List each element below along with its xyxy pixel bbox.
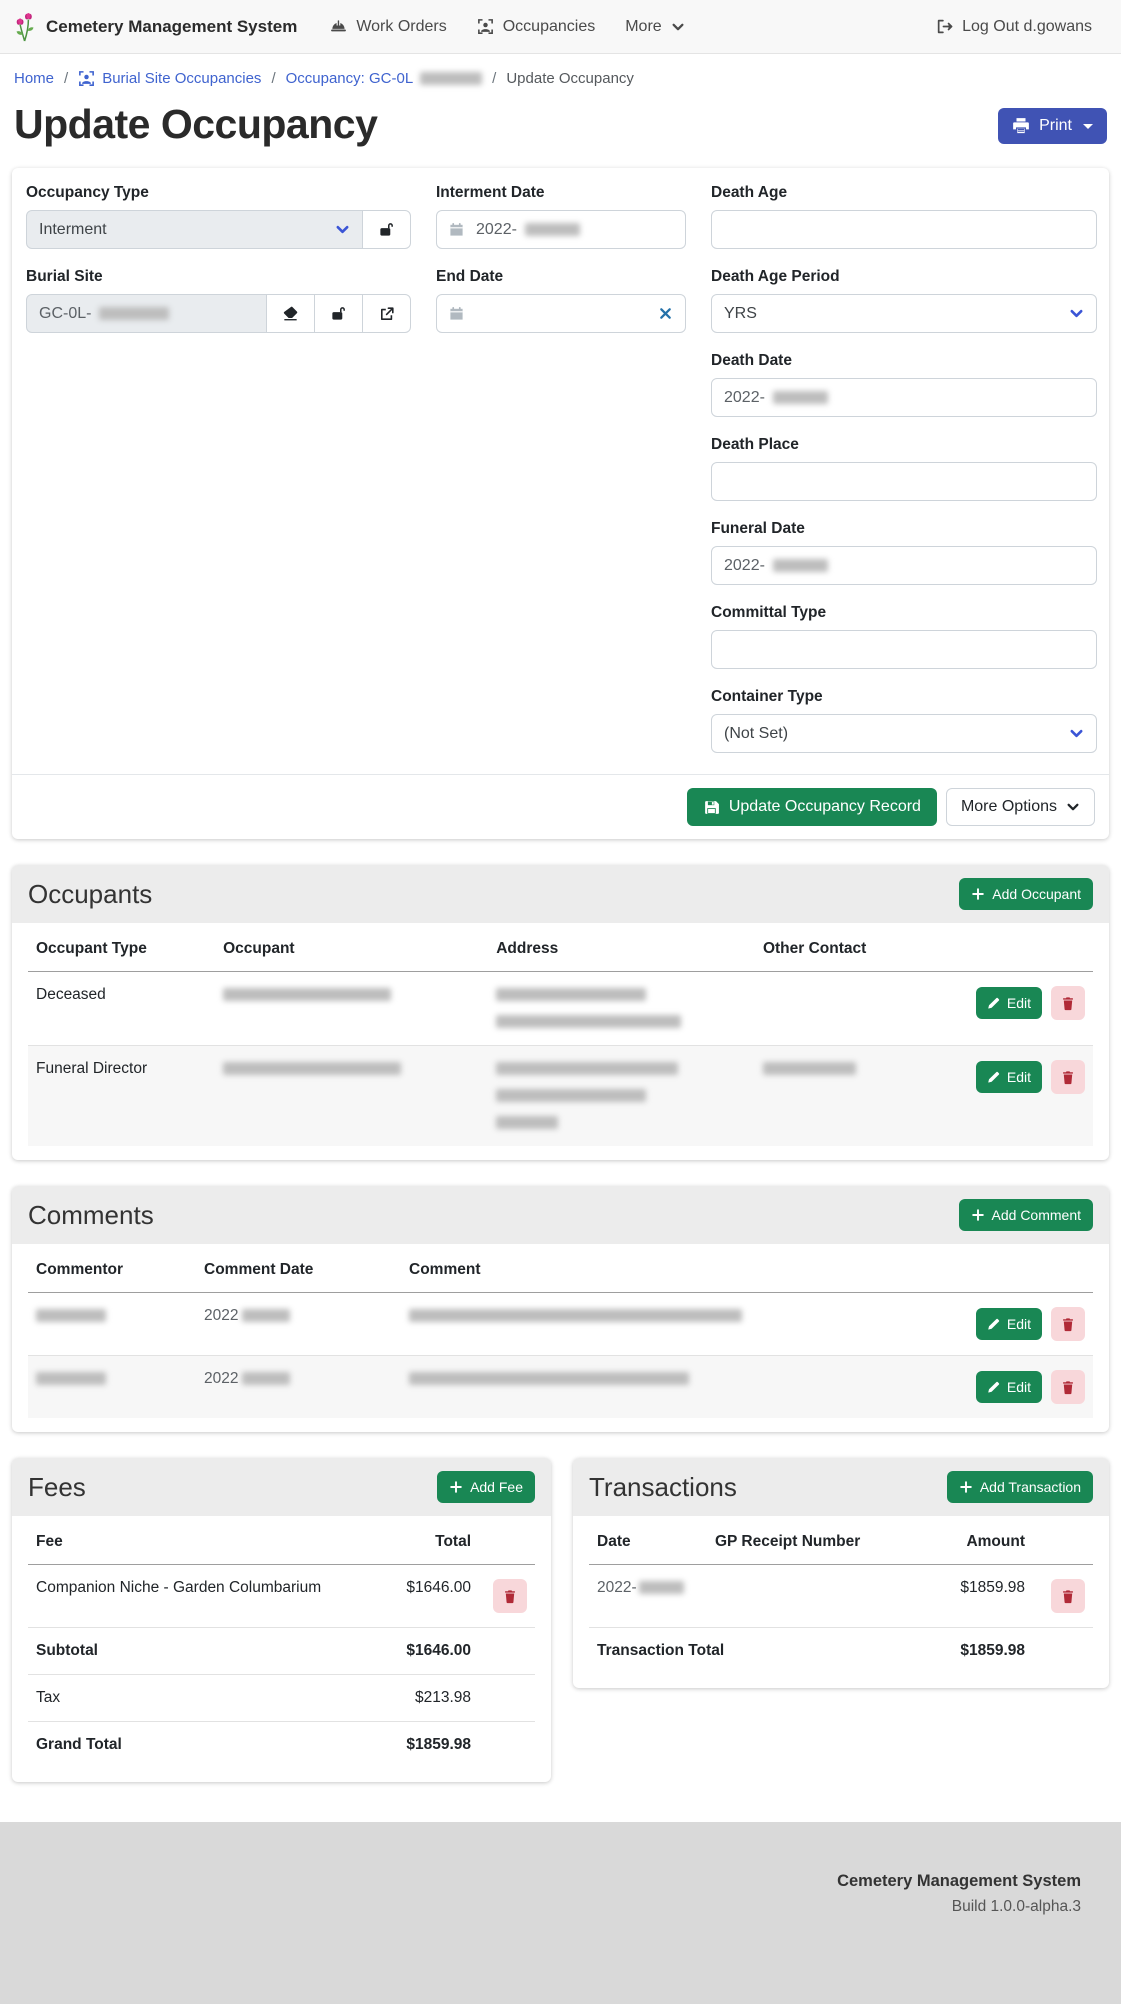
occupancy-type-value: Interment (39, 220, 107, 238)
column-header: Date (589, 1520, 707, 1565)
unlock-icon (378, 221, 395, 238)
container-type-label: Container Type (711, 688, 823, 705)
chevron-down-icon (335, 222, 350, 237)
fee-summary-row (28, 1722, 535, 1769)
app-brand-label: Cemetery Management System (46, 16, 298, 36)
occupant-contact-cell (755, 1046, 968, 1147)
burial-site-open-button[interactable] (362, 294, 411, 333)
transaction-total-row (589, 1628, 1093, 1675)
interment-date-label: Interment Date (436, 184, 545, 201)
death-date-label: Death Date (711, 352, 792, 369)
burial-site-unlock-button[interactable] (314, 294, 363, 333)
occupant-row (28, 1046, 1093, 1147)
page-head (0, 97, 1121, 168)
trash-icon (1061, 1070, 1075, 1085)
tulip-logo-icon (14, 12, 36, 42)
redacted-text (223, 1062, 401, 1075)
fees-header (12, 1458, 551, 1516)
printer-icon (1012, 117, 1030, 135)
add-occupant-button[interactable] (959, 878, 1093, 910)
field-funeral-date (711, 520, 1097, 585)
column-header: Total (369, 1520, 479, 1565)
end-date-label: End Date (436, 268, 504, 285)
transaction-total-value: $1859.98 (960, 1642, 1025, 1659)
column-header: Fee (28, 1520, 369, 1565)
transaction-date-cell: 2022- (589, 1565, 707, 1628)
comment-cell (401, 1356, 933, 1419)
occupants-title: Occupants (28, 878, 153, 909)
chevron-down-icon (671, 20, 685, 34)
breadcrumb (0, 54, 1121, 97)
occupants-header (12, 865, 1109, 923)
death-date-input[interactable] (711, 378, 1097, 417)
redacted-text (99, 307, 169, 320)
redacted-text (496, 1015, 681, 1028)
add-occupant-label: Add Occupant (992, 886, 1081, 902)
breadcrumb-separator: / (492, 70, 497, 87)
update-occupancy-record-label: Update Occupancy Record (728, 798, 921, 815)
redacted-text (223, 988, 391, 1001)
pencil-icon (987, 1381, 1000, 1394)
comment-date-cell: 2022 (196, 1293, 401, 1356)
more-options-button[interactable] (946, 788, 1095, 826)
calendar-icon (449, 222, 464, 237)
redacted-text (409, 1372, 689, 1385)
redacted-text (773, 391, 828, 404)
column-header: GP Receipt Number (707, 1520, 907, 1565)
add-comment-label: Add Comment (991, 1207, 1081, 1223)
committal-type-input[interactable] (711, 630, 1097, 669)
funeral-date-label: Funeral Date (711, 520, 805, 537)
pencil-icon (987, 997, 1000, 1010)
breadcrumb-item: Update Occupancy (506, 70, 634, 87)
occupant-type-cell: Deceased (28, 972, 215, 1046)
occupants-table (28, 927, 1093, 1146)
delete-occupant-button[interactable] (1051, 1060, 1085, 1094)
comments-table (28, 1248, 1093, 1418)
top-navbar (0, 0, 1121, 54)
occupant-type-cell: Funeral Director (36, 1060, 148, 1077)
pencil-icon (987, 1071, 1000, 1084)
burial-site-input[interactable] (26, 294, 267, 333)
box-arrow-up-right-icon (379, 306, 395, 322)
fee-row (28, 1565, 535, 1628)
print-button[interactable] (998, 108, 1107, 144)
delete-fee-button[interactable] (493, 1579, 527, 1613)
death-place-input[interactable] (711, 462, 1097, 501)
edit-occupant-button[interactable]: Edit (976, 1061, 1042, 1093)
delete-comment-button[interactable] (1051, 1307, 1085, 1341)
add-transaction-label: Add Transaction (979, 1479, 1081, 1495)
form-actions (12, 774, 1109, 839)
delete-occupant-button[interactable] (1051, 986, 1085, 1020)
occupancy-type-label: Occupancy Type (26, 184, 149, 201)
redacted-text (496, 1062, 678, 1075)
trash-icon (1061, 1589, 1075, 1604)
person-bounding-box-icon (477, 18, 494, 35)
container-type-select[interactable] (711, 714, 1097, 753)
column-header: Occupant Type (28, 927, 215, 972)
print-caret-icon (1083, 124, 1093, 129)
container-type-value: (Not Set) (724, 724, 789, 742)
field-death-age-period (711, 268, 1097, 333)
death-age-input[interactable] (711, 210, 1097, 249)
trash-icon (503, 1589, 517, 1604)
breadcrumb-item[interactable]: Burial Site Occupancies (78, 70, 261, 87)
transaction-receipt-cell (707, 1565, 907, 1628)
nav-item-occupancies[interactable] (462, 18, 611, 36)
column-header: Commentor (28, 1248, 196, 1293)
comments-card (12, 1186, 1109, 1432)
column-header: Other Contact (755, 927, 968, 972)
redacted-text (496, 1116, 558, 1129)
person-bounding-box-icon (78, 70, 95, 87)
death-age-period-value: YRS (724, 304, 757, 322)
fees-title: Fees (28, 1471, 86, 1502)
column-header: Comment Date (196, 1248, 401, 1293)
plus-icon (971, 1208, 985, 1222)
more-options-label: More Options (960, 798, 1057, 815)
plus-icon (971, 887, 985, 901)
field-container-type (711, 688, 1097, 753)
transaction-total-label: Transaction Total (597, 1642, 725, 1659)
commentor-cell (28, 1293, 196, 1356)
comment-cell (401, 1293, 933, 1356)
redacted-text (496, 988, 646, 1001)
comments-title: Comments (28, 1199, 154, 1230)
delete-comment-button[interactable] (1051, 1370, 1085, 1404)
interment-date-input[interactable] (436, 210, 686, 249)
pencil-icon (987, 1318, 1000, 1331)
funeral-date-value: 2022- (724, 556, 765, 574)
occupancy-form-card (12, 168, 1109, 839)
hard-hat-icon (330, 18, 347, 35)
nav-items (315, 18, 699, 36)
redacted-text (773, 559, 828, 572)
app-brand[interactable] (14, 12, 297, 42)
page-footer (0, 1822, 1121, 2004)
nav-item-label: More (625, 17, 662, 35)
occupants-card (12, 865, 1109, 1160)
column-header: Comment (401, 1248, 933, 1293)
comment-row (28, 1293, 1093, 1356)
transaction-amount-cell: $1859.98 (907, 1565, 1033, 1628)
eraser-icon (282, 305, 299, 322)
chevron-down-icon (1069, 726, 1084, 741)
nav-item-work-orders[interactable] (315, 18, 461, 36)
redacted-text (763, 1062, 856, 1075)
redacted-text (36, 1309, 106, 1322)
transactions-header (573, 1458, 1109, 1516)
occupancy-type-select[interactable] (26, 210, 363, 249)
field-interment-date (436, 184, 686, 249)
page-title: Update Occupancy (14, 101, 378, 147)
occupant-row (28, 972, 1093, 1046)
fee-total-cell: $1646.00 (369, 1565, 479, 1628)
fee-summary-value: $1646.00 (369, 1628, 479, 1675)
logout-label: Log Out d.gowans (962, 17, 1092, 35)
field-death-date (711, 352, 1097, 417)
occupant-address-cell (488, 1046, 755, 1147)
clear-date-icon[interactable] (658, 306, 673, 321)
occupant-contact-cell (755, 972, 968, 1046)
transactions-card (573, 1458, 1109, 1688)
transactions-title: Transactions (589, 1471, 737, 1502)
fee-summary-value: $1859.98 (406, 1736, 471, 1753)
redacted-text (36, 1372, 106, 1385)
burial-site-value: GC-0L- (39, 304, 92, 322)
nav-item-more[interactable] (610, 18, 699, 36)
fee-summary-label: Grand Total (36, 1736, 122, 1753)
death-age-period-select[interactable] (711, 294, 1097, 333)
add-transaction-button[interactable] (947, 1471, 1093, 1503)
column-header: Address (488, 927, 755, 972)
fee-name-cell: Companion Niche - Garden Columbarium (28, 1565, 369, 1628)
field-committal-type (711, 604, 1097, 669)
redacted-text (525, 223, 580, 236)
death-place-label: Death Place (711, 436, 799, 453)
trash-icon (1061, 1380, 1075, 1395)
redacted-text (420, 72, 482, 85)
column-header: Amount (907, 1520, 1033, 1565)
transaction-row (589, 1565, 1093, 1628)
redacted-text (242, 1372, 290, 1385)
redacted-text (409, 1309, 742, 1322)
interment-date-value: 2022- (476, 220, 517, 238)
field-death-place (711, 436, 1097, 501)
redacted-text (639, 1581, 684, 1594)
delete-transaction-button[interactable] (1051, 1579, 1085, 1613)
print-label: Print (1039, 117, 1072, 134)
committal-type-label: Committal Type (711, 604, 827, 621)
chevron-down-icon (1069, 306, 1084, 321)
edit-occupant-button[interactable]: Edit (976, 987, 1042, 1019)
fee-summary-value: $213.98 (369, 1675, 479, 1722)
comment-row (28, 1356, 1093, 1419)
transactions-table (589, 1520, 1093, 1674)
column-header: Occupant (215, 927, 488, 972)
fee-summary-row (28, 1675, 535, 1722)
comment-date-cell: 2022 (196, 1356, 401, 1419)
update-occupancy-record-button[interactable] (687, 788, 937, 826)
footer-build-version: Build 1.0.0-alpha.3 (951, 1898, 1081, 1915)
breadcrumb-separator: / (64, 70, 69, 87)
commentor-cell (28, 1356, 196, 1419)
occupant-address-cell (488, 972, 755, 1046)
field-burial-site (26, 268, 411, 333)
fees-card (12, 1458, 551, 1782)
burial-site-clear-button[interactable] (266, 294, 315, 333)
save-icon (703, 799, 720, 816)
add-fee-label: Add Fee (470, 1479, 523, 1495)
death-date-value: 2022- (724, 388, 765, 406)
trash-icon (1061, 1317, 1075, 1332)
add-comment-button[interactable] (959, 1199, 1093, 1231)
fee-summary-label: Subtotal (28, 1628, 369, 1675)
end-date-input[interactable] (436, 294, 686, 333)
navbar-right (921, 18, 1107, 36)
trash-icon (1061, 996, 1075, 1011)
add-fee-button[interactable] (437, 1471, 535, 1503)
fee-summary-label: Tax (28, 1675, 369, 1722)
edit-comment-button[interactable]: Edit (976, 1308, 1042, 1340)
breadcrumb-separator: / (271, 70, 276, 87)
breadcrumb-item[interactable]: Home (14, 70, 55, 87)
field-end-date (436, 268, 686, 333)
chevron-down-icon (1066, 800, 1080, 814)
edit-comment-button[interactable]: Edit (976, 1371, 1042, 1403)
fees-table (28, 1520, 535, 1768)
occupant-cell (215, 972, 488, 1046)
fee-summary-row (28, 1628, 535, 1675)
field-death-age (711, 184, 1097, 249)
occupant-cell (215, 1046, 488, 1147)
nav-item-label: Occupancies (502, 17, 596, 35)
logout-icon (936, 18, 953, 35)
logout-button[interactable] (921, 18, 1107, 36)
plus-icon (449, 1480, 463, 1494)
unlock-icon (330, 305, 347, 322)
calendar-icon (449, 306, 464, 321)
field-occupancy-type (26, 184, 411, 249)
plus-icon (959, 1480, 973, 1494)
nav-item-label: Work Orders (356, 17, 447, 35)
redacted-text (496, 1089, 646, 1102)
breadcrumb-item[interactable]: Occupancy: GC-0L (286, 70, 483, 87)
funeral-date-input[interactable] (711, 546, 1097, 585)
death-age-label: Death Age (711, 184, 788, 201)
occupancy-type-unlock-button[interactable] (362, 210, 411, 249)
comments-header (12, 1186, 1109, 1244)
redacted-text (242, 1309, 290, 1322)
burial-site-label: Burial Site (26, 268, 103, 285)
death-age-period-label: Death Age Period (711, 268, 840, 285)
footer-app-name: Cemetery Management System (837, 1872, 1081, 1890)
